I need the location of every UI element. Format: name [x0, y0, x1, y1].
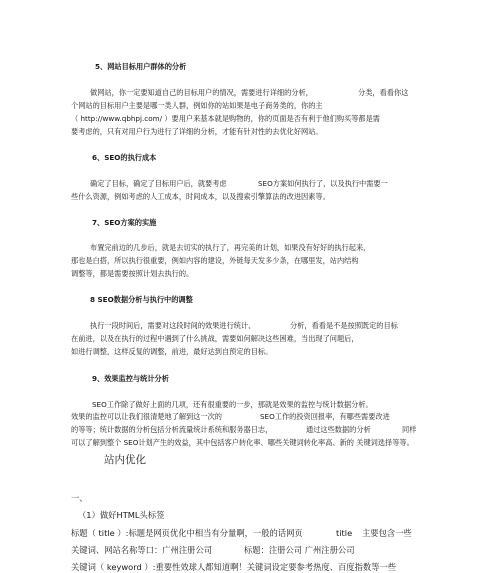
section-5-line: 分类，看看你这 [358, 88, 409, 97]
section-8-line: 分析，看看是不是按照既定的目标 [290, 321, 398, 330]
section-5-heading: 5、网站目标用户群体的分析 [95, 62, 187, 71]
section-6-line: 些什么资源，例如考虑的人工成本，时间成本，以及搜索引擎算法的改进因素等。 [71, 192, 330, 201]
section-7-line: 调整等，都是需要按照计划去执行的。 [71, 269, 194, 278]
onsite-line: 标题（ title ）:标题是网页优化中相当有分量啊，一般的话网页 [71, 528, 303, 538]
onsite-line: 标题：注册公司 广州注册公司 [244, 545, 355, 555]
section-6-line: 确定了目标，确定了目标用户后，就要考虑 [90, 179, 227, 188]
section-7-line: 那也是白搭，所以执行很重要，例如内容的建设，外链每天发多少条，在哪里发，站内结构 [71, 256, 359, 265]
section-9-line: 效果的监控可以让我们很清楚地了解到这一次的 [71, 412, 222, 421]
section-6-heading: 6、SEO的执行成本 [92, 153, 157, 162]
section-5-line: 个网站的目标用户主要是哪一类人群，例如你的站如果是电子商务类的，你的主 [71, 101, 323, 110]
onsite-part-number: 一、 [71, 493, 88, 503]
section-8-heading: 8 SEO数据分析与执行中的调整 [90, 295, 193, 304]
onsite-line: 关键词、网站名称等口：广州注册公司 [71, 545, 213, 555]
section-9-line: 同样 [402, 425, 417, 434]
section-7-line: 布置完前边的几步后，就是去切实的执行了，再完美的计划，如果没有好好的执行起来， [90, 243, 371, 252]
section-9-line: 通过这些数据的分析 [306, 425, 371, 434]
onsite-line: 主要包含一些 [362, 528, 412, 538]
onsite-item-1: （1）做好HTML头标签 [78, 510, 165, 520]
section-5-line: 做网站，你一定要知道自己的目标用户的情况，需要进行详细的分析， [90, 88, 313, 97]
onsite-title: 站内优化 [104, 454, 146, 466]
onsite-line: title [336, 528, 353, 538]
section-9-line: SEO工作除了做好上面的几项，还有很重要的一步，那就是效果的监控与统计数据分析。 [92, 400, 373, 409]
section-9-line: SEO工作的投资回报率，有哪些需要改进 [260, 412, 390, 421]
section-6-line: SEO方案如何执行了，以及执行中需要一 [258, 179, 388, 188]
section-9-line: 的等等；统计数据的分析包括分析流量统计系统和服务器日志， [71, 425, 273, 434]
onsite-line: 关键词（ keyword ）:重要性效球人都知道啊！关键词设定要参考热度、百度指数等一些 [71, 562, 397, 572]
section-8-line: 如进行调整，这样反复的调整，前进，最好达到自预定的目标。 [71, 347, 273, 356]
section-5-line: （ http://www.qbhpj.com/ ）要用户来基本就是购物的，你的页面是否有利于他们购买等都是需 [71, 114, 380, 123]
section-7-heading: 7、SEO方案的实施 [92, 218, 157, 227]
section-8-line: 执行一段时间后，需要对这段时间的效果进行统计、 [90, 321, 256, 330]
section-9-line: 可以了解到整个 SEO计划产生的效益，其中包括客户转化率、哪些关键词转化率高、新的 关键词选择等等。 [71, 438, 414, 447]
section-5-line: 要考虑的，只有对用户行为进行了详细的分析，才能有针对性的去优化好网站。 [71, 127, 323, 136]
section-8-line: 在前进，以及在执行的过程中遇到了什么挑战，需要如何解决这些困难，当出现了问题后， [71, 334, 359, 343]
section-9-heading: 9、效果监控与统计分析 [92, 374, 169, 383]
